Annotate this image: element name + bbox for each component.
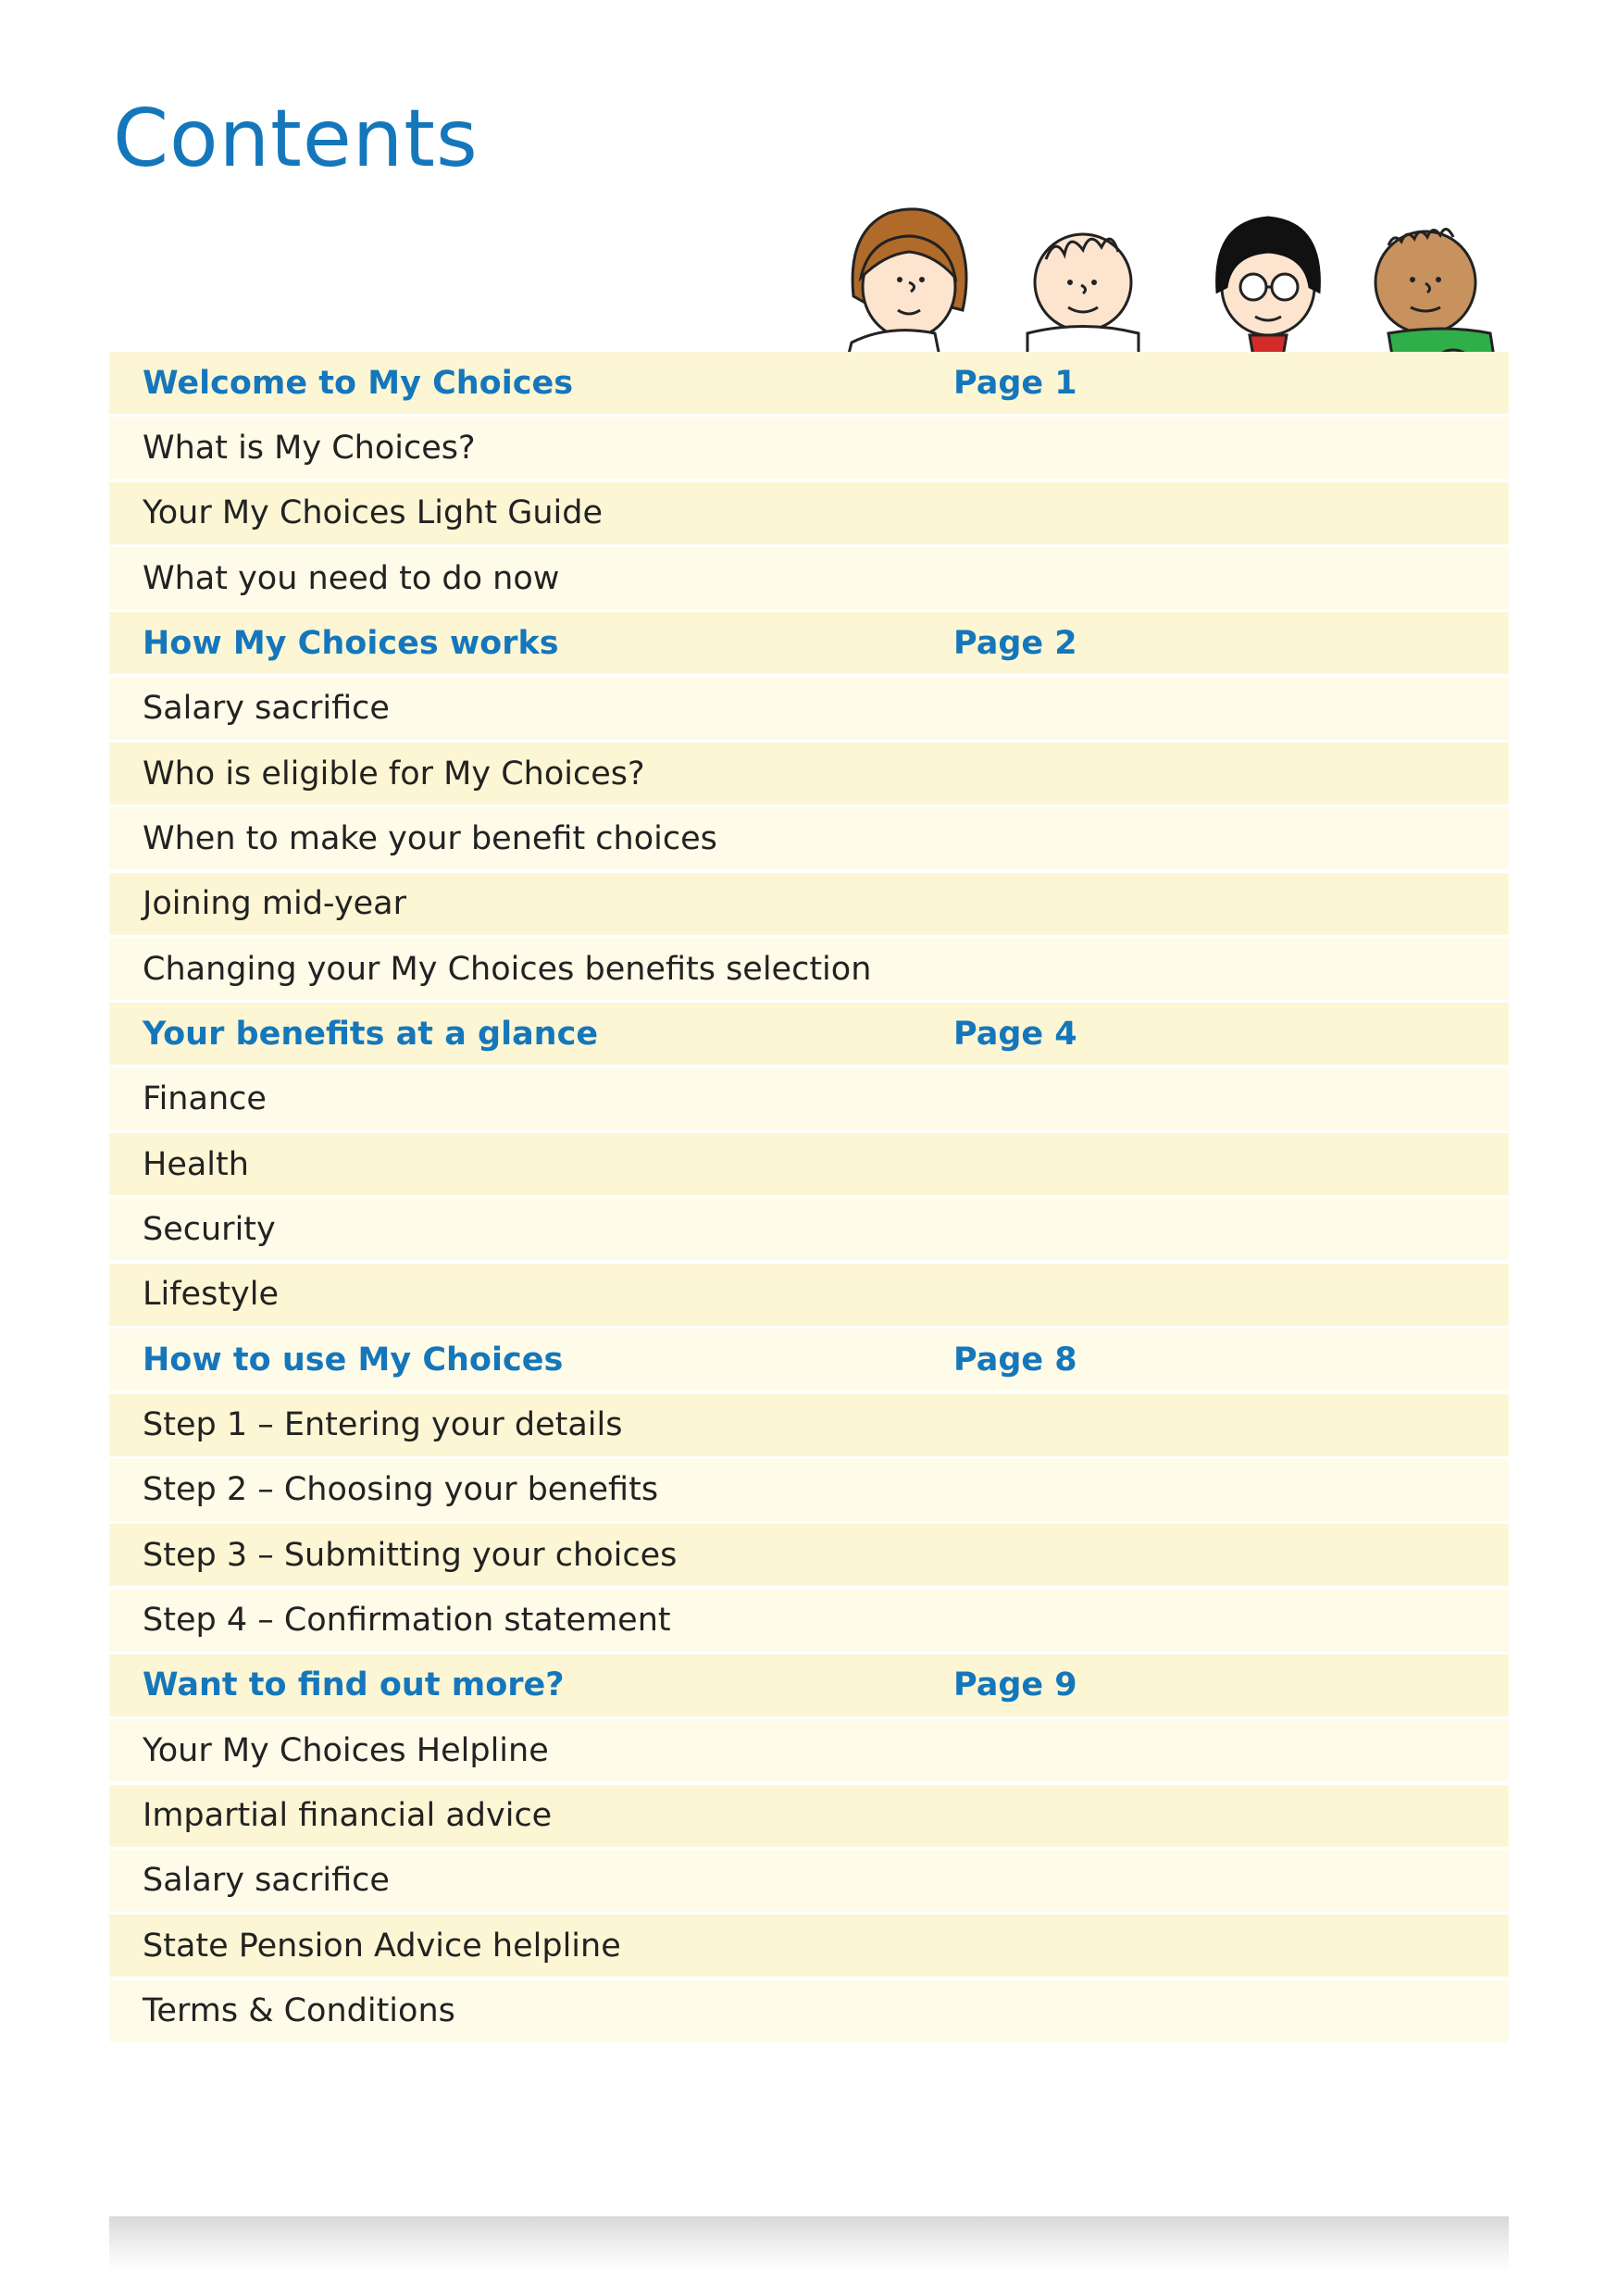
toc-item-label: Step 4 – Confirmation statement [143, 1602, 671, 1640]
toc-item [109, 1133, 1509, 1195]
toc-page-number: Page 4 [953, 1015, 1077, 1053]
peppermint-patty-icon [847, 209, 966, 363]
toc-item-label: Health [143, 1145, 249, 1183]
toc-section-heading [109, 1003, 1509, 1065]
toc-item [109, 1459, 1509, 1521]
toc-item [109, 482, 1509, 544]
toc-item-label: Lifestyle [143, 1276, 280, 1314]
toc-item [109, 1264, 1509, 1326]
toc-item-label: When to make your benefit choices [143, 819, 717, 857]
toc-item-label: Changing your My Choices benefits selection [143, 950, 872, 988]
toc-item-label: Who is eligible for My Choices? [143, 755, 645, 792]
toc-section-title: Welcome to My Choices [143, 364, 574, 402]
toc-section-heading [109, 352, 1509, 414]
toc-item-label: Step 1 – Entering your details [143, 1406, 623, 1443]
toc-section-title: Want to find out more? [143, 1666, 565, 1704]
toc-item [109, 1915, 1509, 1977]
toc-item [109, 417, 1509, 479]
toc-item [109, 742, 1509, 805]
toc-item-label: Security [143, 1210, 276, 1248]
toc-item [109, 547, 1509, 609]
toc-page-number: Page 2 [953, 624, 1077, 662]
toc-item [109, 807, 1509, 869]
table-of-contents [109, 352, 1509, 2045]
toc-item-label: Salary sacrifice [143, 690, 390, 728]
toc-section-heading [109, 1654, 1509, 1716]
toc-item [109, 1785, 1509, 1847]
toc-item-label: State Pension Advice helpline [143, 1927, 621, 1965]
toc-item-label: Your My Choices Light Guide [143, 494, 604, 532]
toc-item [109, 1068, 1509, 1130]
toc-item-label: What you need to do now [143, 559, 560, 597]
toc-item [109, 1524, 1509, 1586]
toc-section-title: How to use My Choices [143, 1341, 564, 1379]
toc-item [109, 1590, 1509, 1652]
page-title: Contents [113, 93, 479, 185]
toc-item [109, 678, 1509, 740]
peanuts-characters-illustration [833, 194, 1500, 370]
toc-item [109, 1850, 1509, 1912]
toc-item-label: Salary sacrifice [143, 1862, 390, 1900]
toc-item-label: What is My Choices? [143, 429, 476, 467]
toc-item [109, 1980, 1509, 2042]
toc-item-label: Finance [143, 1080, 267, 1118]
toc-page-number: Page 9 [953, 1666, 1077, 1704]
toc-page-number: Page 1 [953, 364, 1077, 402]
toc-section-heading [109, 612, 1509, 674]
toc-item [109, 1719, 1509, 1781]
footer-bar [109, 2216, 1509, 2272]
toc-item-label: Impartial financial advice [143, 1797, 553, 1835]
franklin-icon [1375, 229, 1495, 368]
marcie-icon [1217, 218, 1320, 356]
toc-item-label: Terms & Conditions [143, 1992, 455, 2030]
toc-section-heading [109, 1329, 1509, 1391]
toc-section-title: Your benefits at a glance [143, 1015, 599, 1053]
toc-item [109, 938, 1509, 1000]
toc-item [109, 873, 1509, 935]
toc-item-label: Step 3 – Submitting your choices [143, 1536, 678, 1574]
toc-item [109, 1198, 1509, 1260]
toc-item-label: Step 2 – Choosing your benefits [143, 1471, 659, 1509]
toc-item-label: Your My Choices Helpline [143, 1731, 549, 1769]
toc-item [109, 1394, 1509, 1456]
toc-page-number: Page 8 [953, 1341, 1077, 1379]
toc-item-label: Joining mid-year [143, 885, 407, 923]
linus-icon [1027, 234, 1139, 365]
toc-section-title: How My Choices works [143, 624, 559, 662]
